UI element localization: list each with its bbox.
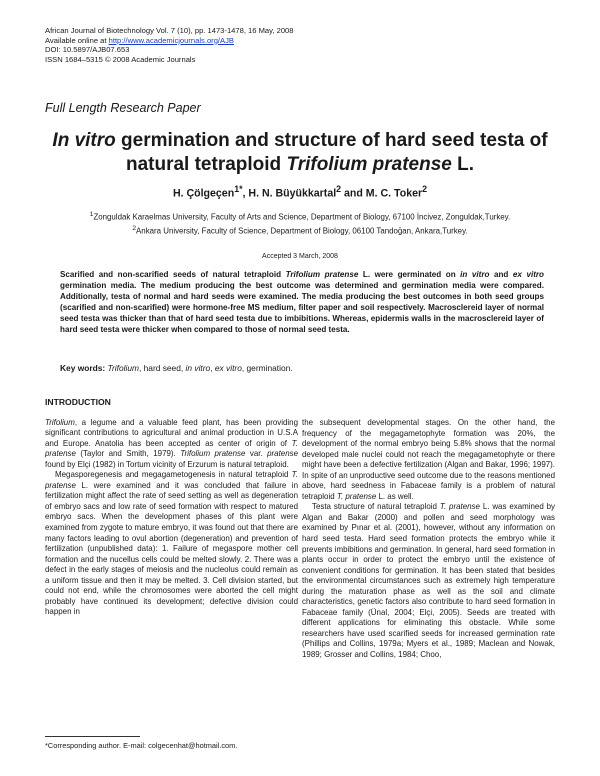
author-1: H. Çölgeçen <box>172 187 235 200</box>
text-run: L. as well. <box>376 491 414 501</box>
text-run: , a legume and a valuable feed plant, has been providing significant contributions to agricultural and animal production in U.S.A and Europe. Anatolia has been accepted as center of origin of <box>45 417 298 448</box>
text-run: T. pratense <box>45 470 298 490</box>
text-run: found by Elçi (1982) in Tortum vicinity of Erzurum is natural tetraploid. <box>45 459 289 469</box>
text-run: L. was examined by Algan and Bakar (2000) and pollen and seed morphology was examined by Pınar et al. (2001), however, without any information on hard seed testa. Hard seed formation protects the embryo while it prevents imbibitions and germination. In general, hard seed formation in plants occur in order to protect the embryo until the existence of convenient conditions for germination. It has been stated that besides the environmental circumstances such as extremely high temperature during the maturation phase as well as the soil and climate characteristics, genetic factors also contribute to hard seed formation in Fabaceae family (Ünal, 2004; Elçi, 2005). Seeds are treated with different applications for eliminating this obstacle. While some researchers have used scarified seeds for increased germination rate (Phillips and Collins, 1979a; Myers et al., 1989; Maclean and Nowak, 1989; Grosser and Collins, 1984; Choo, <box>302 502 556 660</box>
paper-type: Full Length Research Paper <box>45 101 201 115</box>
affiliation-1: $^1$Zonguldak Karaelmas University, Faculty of Arts and Science, Department of Biology, 67100 İncivez, Zonguldak,Turkey. <box>89 211 511 222</box>
text-run: Megasporegenesis and megagametogenesis in natural tetraploid <box>55 470 292 480</box>
affiliation-2: $^2$Ankara University, Faculty of Science, Department of Biology, 06100 Tandoğan, Ankara,Turkey. <box>132 224 468 236</box>
author-2-affil: 2 <box>336 184 342 194</box>
accepted-date: Accepted 3 March, 2008 <box>262 253 338 260</box>
text-run: var. <box>245 449 268 459</box>
author-3-affil: 2 <box>422 184 428 194</box>
intro-paragraph-1 <box>45 418 298 471</box>
intro-paragraph-2 <box>45 470 298 618</box>
corresponding-mark: * <box>239 184 243 194</box>
issn-line: ISSN 1684–5315 © 2008 Academic Journals <box>45 54 196 64</box>
abstract: Scarified and non-scarified seeds of natural tetraploid Trifolium pratense L. were germinated on in vitro and ex vitro germination media. The medium producing the best outcome was determined and germination media were compared. Additionally, testa of normal and hard seeds were examined. The media producing the best outcomes in both seed groups (scarified and non-scarified) were hormone-free MS medium, filter paper and soil respectively. Macrosclereid layer of normal seed testa was thicker than that of hard seed testa due to imbibitions. Whereas, epidermis walls in the macrosclereid layer of hard seed testa were thicker when compared to those of normal seed testa. <box>60 270 544 334</box>
text-run: (Taylor and Smith, 1979). <box>75 449 181 459</box>
journal-citation: African Journal of Biotechnology Vol. 7 (10), pp. 1473-1478, 16 May, 2008 <box>45 26 294 35</box>
text-run: T. pratense <box>336 491 377 501</box>
footnote-divider <box>45 736 140 737</box>
text-run: pratense <box>267 449 298 459</box>
text-run: L. were examined and it was concluded that failure in fertilization might affect the rate of seed setting as well as degeneration of embryo sacs and low rate of seed formation with respect to matured embryo sacs. When the development phases of this plant were examined from zygote to mature embryo, it was found out that there are many factors leading to ovul abortion (degeneration) and prevention of fertilization (unpublished data): 1. Failure of megaspore mother cell formation and the nucellus cells could be melted slowly. 2. There was a defect in the early stages of meiosis and the nucleolus could remain as a uniform tissue and then it may be melted. 3. Cell division started, but could not end, while the chromosomes were aborted the cell might probably have continued its development; defective division could happen in <box>45 480 298 617</box>
section-heading-introduction: INTRODUCTION <box>45 397 111 407</box>
text-run: T. pratense <box>439 502 480 512</box>
corresponding-author-footnote: *Corresponding author. E-mail: colgecenhat@hotmail.com. <box>45 741 238 750</box>
title-plain-1: germination and structure of hard seed testa of natural tetraploid <box>115 130 548 175</box>
title-italic-1: In vitro <box>52 130 116 151</box>
text-run: Trifolium <box>45 417 75 427</box>
author-list <box>45 184 555 200</box>
doi-line: DOI: 10.5897/AJB07.653 <box>45 45 130 55</box>
intro-paragraph-4 <box>302 502 555 660</box>
keywords: Key words: Trifolium, hard seed, in vitro, ex vitro, germination. <box>60 363 293 373</box>
availability-line <box>45 36 294 46</box>
affiliations <box>75 209 525 236</box>
text-run: the subsequent developmental stages. On the other hand, the frequency of the megagametophyte formation was 20%, the development of the normal embryo being 5.8% shows that the normal developed male nuclei could not reach the megagametophyte or there might have been a defective fertilization (Algan and Bakar, 1996; 1997). In spite of an unproductive seed outcome due to the reasons mentioned above, hard seedness in Fabaceae family is a problem of natural tetraploid <box>302 418 555 501</box>
journal-header <box>45 26 294 64</box>
right-column <box>302 418 555 661</box>
paper-title <box>20 129 580 177</box>
author-1-affil: 1 <box>234 184 240 194</box>
author-3: and M. C. Toker <box>341 187 423 200</box>
left-column <box>45 397 298 618</box>
keywords-label: Key words <box>60 363 103 373</box>
text-run: T. pratense <box>45 438 298 459</box>
text-run: Testa structure of natural tetraploid <box>312 502 440 512</box>
intro-paragraph-3 <box>302 418 555 502</box>
author-2: , H. N. Büyükkartal <box>242 187 337 200</box>
title-plain-2: L. <box>451 154 475 175</box>
text-run: Trifolium pratense <box>180 449 246 459</box>
journal-link[interactable]: http://www.academicjournals.org/AJB <box>108 35 234 45</box>
title-italic-2: Trifolium pratense <box>286 154 452 175</box>
availability-prefix: Available online at <box>45 35 109 45</box>
